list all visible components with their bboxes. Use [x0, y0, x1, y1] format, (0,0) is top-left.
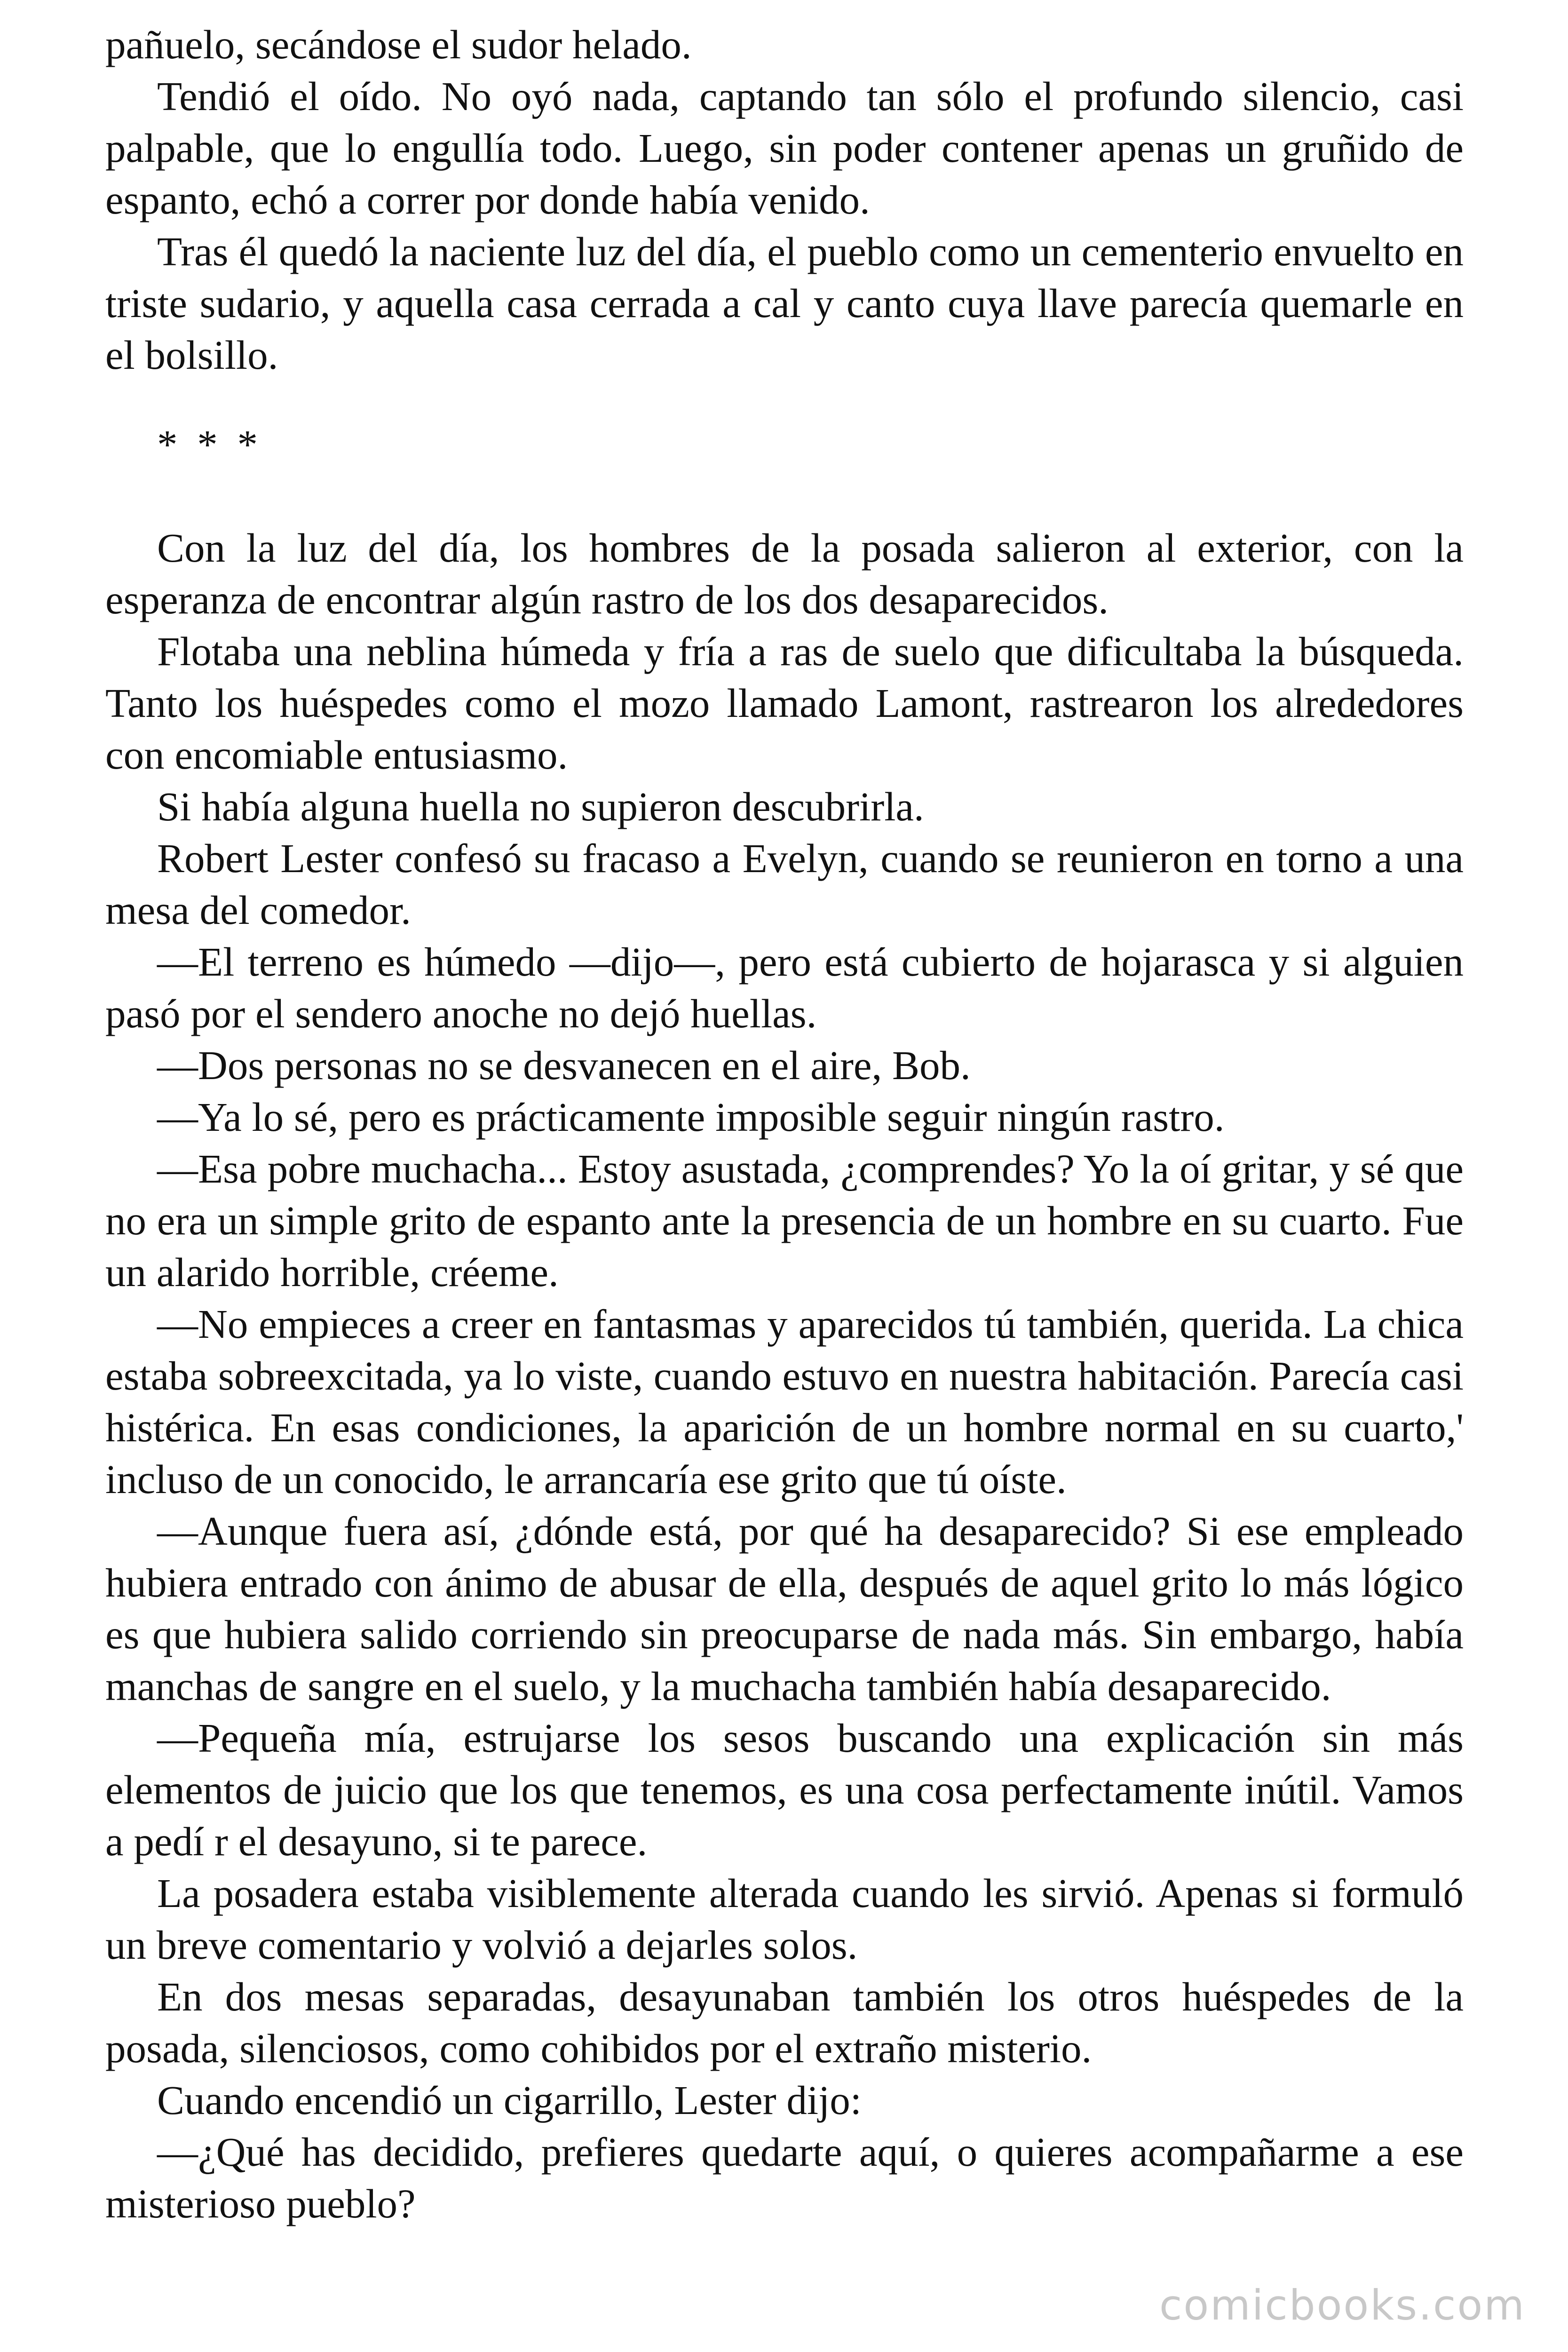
dialogue-paragraph: —Ya lo sé, pero es prácticamente imposible seguir ningún rastro.	[157, 1094, 1225, 1140]
paragraph: Flotaba una neblina húmeda y fría a ras de suelo que dificultaba la búsqueda. Tanto los huéspedes como el mozo llamado Lamont, rastrearon los alrededores con encomiable entusiasmo.	[105, 628, 1464, 778]
dialogue-paragraph: —Pequeña mía, estrujarse los sesos buscando una explicación sin más elementos de juicio que los que tenemos, es una cosa perfectamente inútil. Vamos a pedí r el desayuno, si te parece.	[105, 1715, 1464, 1864]
dialogue-paragraph: —¿Qué has decidido, prefieres quedarte aquí, o quieres acompañarme a ese misterioso pueblo?	[105, 2129, 1464, 2226]
document-page	[105, 19, 1464, 2230]
dialogue-paragraph: —No empieces a creer en fantasmas y aparecidos tú también, querida. La chica estaba sobreexcitada, ya lo viste, cuando estuvo en nuestra habitación. Parecía casi histérica. En esas condiciones, la aparición de un hombre normal en su cuarto,' incluso de un conocido, le arrancaría ese grito que tú oíste.	[105, 1301, 1464, 1502]
section-separator: * * *	[157, 421, 262, 467]
watermark: comicbooks.com	[1159, 2281, 1526, 2329]
paragraph: Con la luz del día, los hombres de la posada salieron al exterior, con la esperanza de encontrar algún rastro de los dos desaparecidos.	[105, 525, 1464, 622]
dialogue-paragraph: —Aunque fuera así, ¿dónde está, por qué ha desaparecido? Si ese empleado hubiera entrado con ánimo de abusar de ella, después de aquel grito lo más lógico es que hubiera salido corriendo sin preocuparse de nada más. Sin embargo, había manchas de sangre en el suelo, y la muchacha también había desaparecido.	[105, 1508, 1464, 1709]
paragraph-continuation: pañuelo, secándose el sudor helado.	[105, 22, 692, 67]
dialogue-paragraph: —Dos personas no se desvanecen en el aire, Bob.	[157, 1042, 971, 1088]
paragraph: La posadera estaba visiblemente alterada cuando les sirvió. Apenas si formuló un breve comentario y volvió a dejarles solos.	[105, 1870, 1464, 1968]
paragraph: Tras él quedó la naciente luz del día, el pueblo como un cementerio envuelto en triste sudario, y aquella casa cerrada a cal y canto cuya llave parecía quemarle en el bolsillo.	[105, 229, 1464, 378]
dialogue-paragraph: —El terreno es húmedo —dijo—, pero está cubierto de hojarasca y si alguien pasó por el sendero anoche no dejó huellas.	[105, 939, 1464, 1036]
paragraph: Cuando encendió un cigarrillo, Lester dijo:	[157, 2077, 862, 2123]
dialogue-paragraph: —Esa pobre muchacha... Estoy asustada, ¿comprendes? Yo la oí gritar, y sé que no era un simple grito de espanto ante la presencia de un hombre en su cuarto. Fue un alarido horrible, créeme.	[105, 1146, 1464, 1295]
paragraph: En dos mesas separadas, desayunaban también los otros huéspedes de la posada, silenciosos, como cohibidos por el extraño misterio.	[105, 1974, 1464, 2071]
paragraph: Tendió el oído. No oyó nada, captando tan sólo el profundo silencio, casi palpable, que lo engullía todo. Luego, sin poder contener apenas un gruñido de espanto, echó a correr por donde había venido.	[105, 73, 1464, 222]
paragraph: Si había alguna huella no supieron descubrirla.	[157, 784, 924, 829]
paragraph: Robert Lester confesó su fracaso a Evelyn, cuando se reunieron en torno a una mesa del comedor.	[105, 835, 1464, 933]
